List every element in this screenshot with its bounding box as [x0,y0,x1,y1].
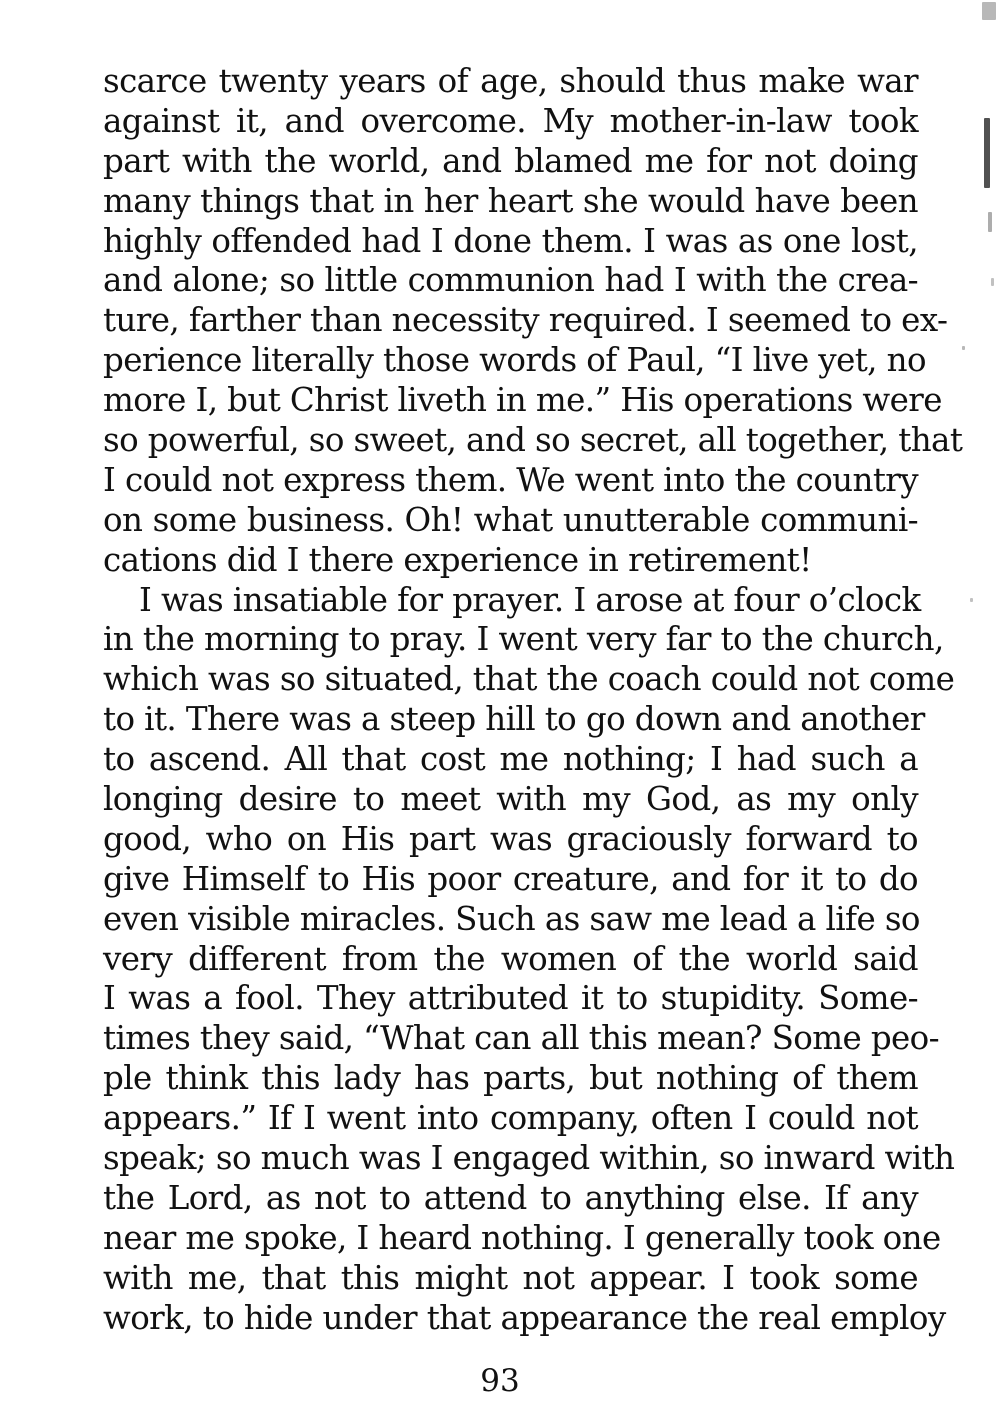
text-line: good, who on His part was graciously forward to [103,819,918,858]
text-line: so powerful, so sweet, and so secret, all together, that [103,421,963,460]
scan-mark [988,212,992,232]
text-line: ture, farther than necessity required. I seemed to ex- [103,301,948,340]
body-text [103,62,963,1339]
text-line: and alone; so little communion had I with the crea- [103,261,918,300]
text-line: times they said, “What can all this mean? Some peo- [103,1019,940,1058]
text-line: give Himself to His poor creature, and for it to do [103,859,918,898]
text-line: to it. There was a steep hill to go down and another [103,700,925,739]
text-line: I was a fool. They attributed it to stupidity. Some- [103,979,918,1018]
text-line: near me spoke, I heard nothing. I generally took one [103,1218,941,1257]
text-line: cations did I there experience in retirement! [103,540,812,579]
text-line: to ascend. All that cost me nothing; I had such a [103,740,918,779]
text-line: even visible miracles. Such as saw me lead a life so [103,899,920,938]
text-line: against it, and overcome. My mother-in-law took [103,101,918,140]
scan-mark [982,2,996,20]
scan-mark [970,598,973,602]
text-line: work, to hide under that appearance the real employ [103,1298,946,1337]
text-line: scarce twenty years of age, should thus make war [103,62,918,100]
text-line: ple think this lady has parts, but nothing of them [103,1059,918,1098]
text-line: very different from the women of the world said [103,939,918,978]
text-line: on some business. Oh! what unutterable communi- [103,500,918,539]
text-line: I was insatiable for prayer. I arose at four o’clock [139,580,921,619]
paragraph-2 [103,580,955,1339]
text-line: perience literally those words of Paul, “I live yet, no [103,341,926,380]
text-line: more I, but Christ liveth in me.” His operations were [103,381,942,420]
scan-mark [984,118,990,188]
text-line: in the morning to pray. I went very far to the church, [103,620,944,659]
text-line: with me, that this might not appear. I took some [103,1258,918,1297]
scan-mark [962,346,965,350]
text-line: highly offended had I done them. I was as one lost, [103,221,918,260]
text-line: part with the world, and blamed me for not doing [103,141,918,180]
text-line: I could not express them. We went into the country [103,460,918,499]
scan-mark [991,278,994,286]
paragraph-1 [103,62,963,581]
text-line: longing desire to meet with my God, as my only [103,780,918,819]
text-line: speak; so much was I engaged within, so inward with [103,1139,955,1178]
text-line: appears.” If I went into company, often I could not [103,1099,918,1138]
text-line: many things that in her heart she would have been [103,181,918,220]
text-line: the Lord, as not to attend to anything else. If any [103,1178,918,1217]
page-number: 93 [480,1363,520,1399]
text-line: which was so situated, that the coach could not come [103,660,955,699]
